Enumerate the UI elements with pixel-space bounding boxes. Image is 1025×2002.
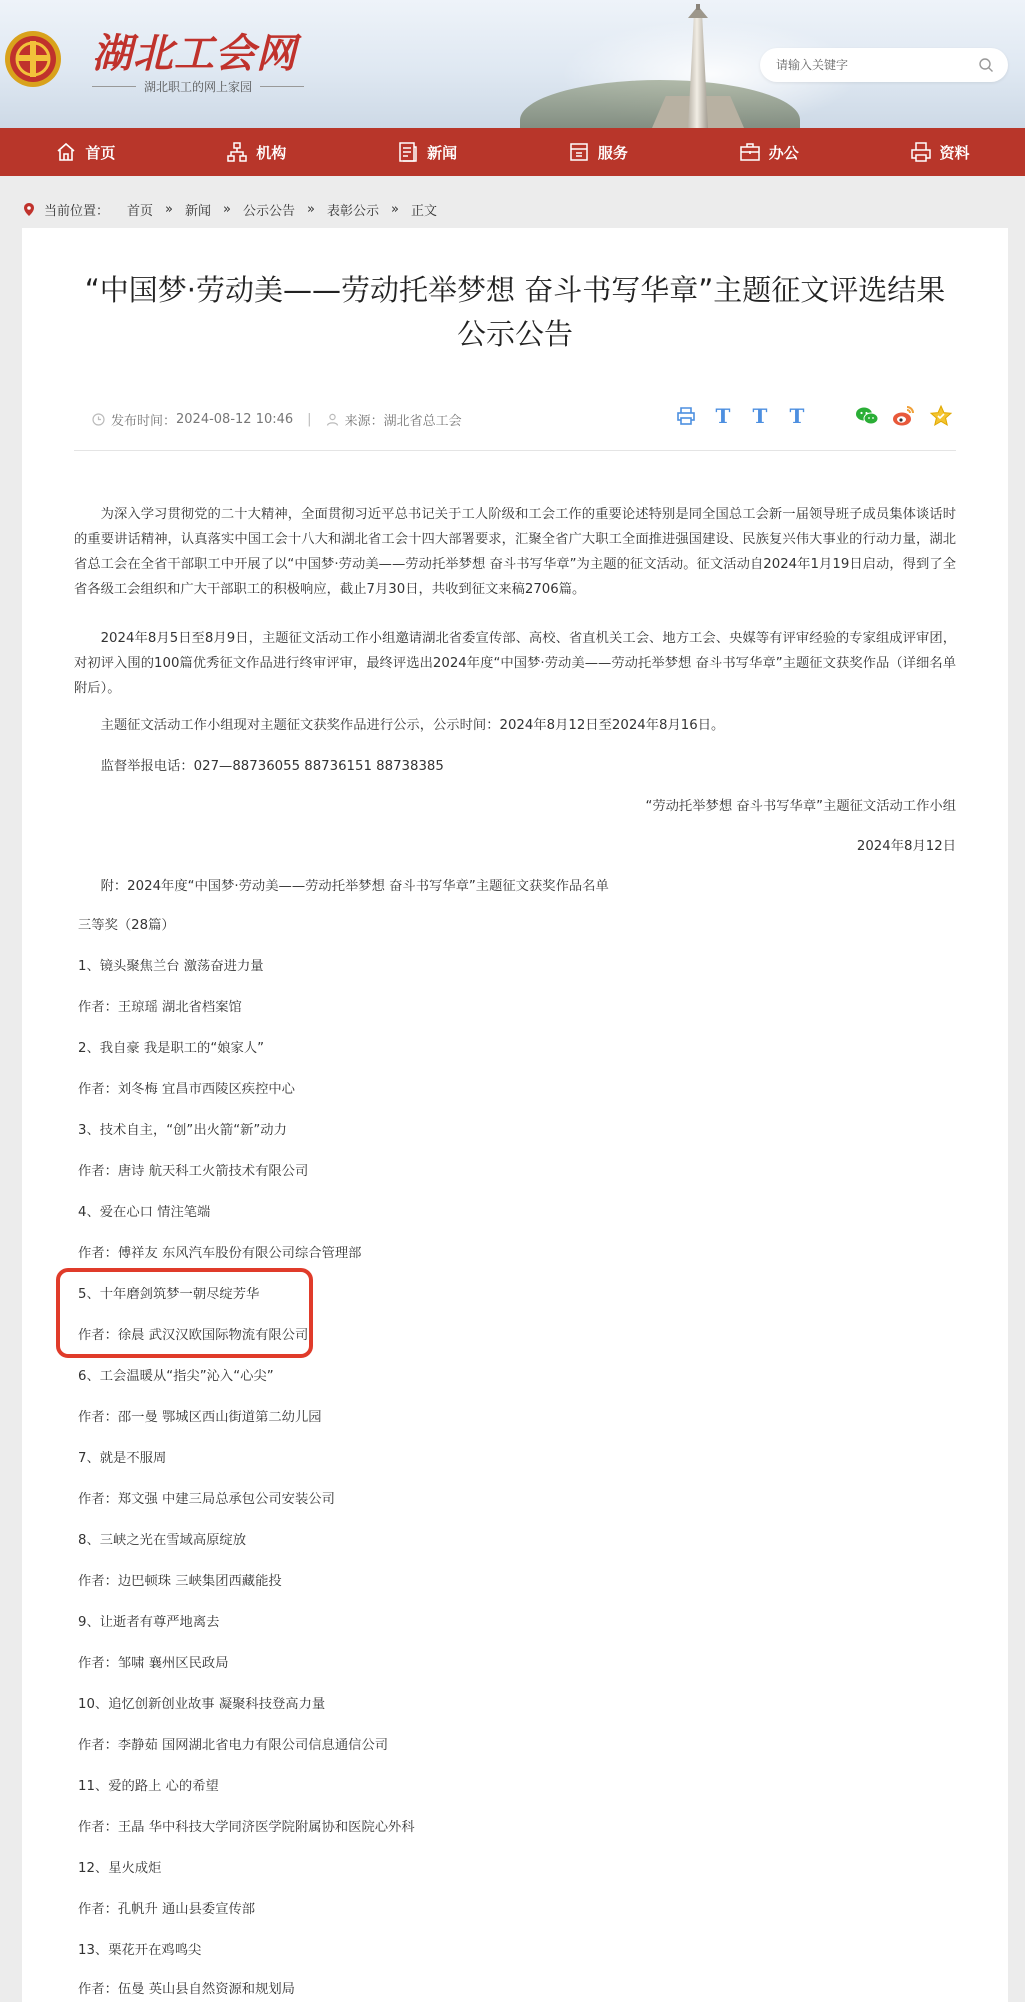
entry-title: 8、三峡之光在雪域高原绽放	[78, 1533, 247, 1548]
wechat-share-button[interactable]	[855, 404, 879, 428]
share-toolbar	[674, 404, 953, 428]
nav-item-label: 首页	[85, 143, 116, 162]
favorite-button[interactable]	[929, 404, 953, 428]
award-level-title: 三等奖（28篇）	[78, 918, 175, 933]
main-nav	[0, 128, 1025, 176]
font-size-medium-button[interactable]: T	[752, 404, 768, 428]
meta-separator: |	[307, 412, 312, 427]
article-title: “中国梦·劳动美——劳动托举梦想 奋斗书写华章”主题征文评选结果公示公告	[84, 273, 946, 351]
entry-title: 1、镜头聚焦兰台 激荡奋进力量	[78, 959, 264, 974]
entry-author: 作者：孔帆升 通山县委宣传部	[78, 1902, 256, 1917]
weibo-icon	[892, 404, 916, 428]
font-size-large-button[interactable]: T	[715, 404, 731, 428]
entry-author: 作者：刘冬梅 宜昌市西陵区疾控中心	[78, 1082, 295, 1097]
breadcrumb-home[interactable]: 首页	[127, 204, 154, 219]
site-logo-subtitle	[92, 78, 304, 95]
site-header	[0, 0, 1025, 128]
share-gap	[822, 404, 842, 428]
entry-author: 作者：王晶 华中科技大学同济医学院附属协和医院心外科	[78, 1820, 415, 1835]
highlight-annotation-box	[56, 1268, 313, 1358]
nav-item-office[interactable]	[683, 128, 854, 176]
search-input[interactable]	[776, 58, 978, 72]
print-icon	[676, 406, 696, 426]
search-icon[interactable]	[978, 57, 994, 73]
breadcrumb	[24, 200, 437, 219]
entry-author: 作者：王琼瑶 湖北省档案馆	[78, 1000, 242, 1015]
entry-author: 作者：边巴顿珠 三峡集团西藏能投	[78, 1574, 282, 1589]
entry-author: 作者：李静茹 国网湖北省电力有限公司信息通信公司	[78, 1738, 389, 1753]
breadcrumb-separator: »	[390, 202, 399, 217]
article-paragraph: 主题征文活动工作小组现对主题征文获奖作品进行公示，公示时间：2024年8月12日至2024年8月16日。	[100, 718, 725, 733]
breadcrumb-separator: »	[165, 202, 173, 217]
site-logo-subtitle-text: 湖北职工的网上家园	[144, 80, 253, 94]
supervision-phone: 监督举报电话：027—88736055 88736151 88738385	[100, 759, 444, 774]
breadcrumb-separator: »	[223, 202, 231, 217]
entry-title: 13、栗花开在鸡鸣尖	[78, 1943, 202, 1958]
entry-title-highlighted: 5、十年磨剑筑梦一朝尽绽芳华	[78, 1287, 260, 1302]
entry-title: 7、就是不服周	[78, 1451, 167, 1466]
nav-item-org[interactable]	[171, 128, 342, 176]
org-icon	[226, 141, 248, 163]
union-emblem-icon[interactable]	[4, 30, 62, 88]
nav-item-news[interactable]	[342, 128, 513, 176]
article-paragraph: 为深入学习贯彻党的二十大精神，全面贯彻习近平总书记关于工人阶级和工会工作的重要论述特别是同全国总工会新一届领导班子成员集体谈话时的重要讲话精神，认真落实中国工会十八大和湖北省工会十四大部署要求，汇聚全省广大职工全面推进强国建设、民族复兴伟大事业的行动力量，湖北省总工会在全省干部职工中开展了以“中国梦·劳动美——劳动托举梦想 奋斗书写华章”为主题的征文活动。征文活动自2024年1月19日启动，得到了全省各级工会组织和广大干部职工的积极响应，截止7月30日，共收到征文来稿2706篇。	[74, 507, 956, 597]
nav-item-service[interactable]	[512, 128, 683, 176]
printer-icon	[910, 141, 932, 163]
article-signature: “劳动托举梦想 奋斗书写华章”主题征文活动工作小组	[645, 799, 956, 814]
attachment-title: 附：2024年度“中国梦·劳动美——劳动托举梦想 奋斗书写华章”主题征文获奖作品名单	[100, 879, 609, 894]
breadcrumb-prefix: 当前位置：	[44, 204, 110, 219]
breadcrumb-separator: »	[307, 202, 315, 217]
star-icon	[929, 404, 953, 428]
entry-title: 9、让逝者有尊严地离去	[78, 1615, 220, 1630]
entry-title: 4、爱在心口 情注笔端	[78, 1205, 211, 1220]
nav-item-label: 办公	[768, 143, 799, 162]
entry-author-highlighted: 作者：徐晨 武汉汉欧国际物流有限公司	[78, 1328, 309, 1343]
entry-title: 2、我自豪 我是职工的“娘家人”	[78, 1041, 265, 1056]
source-label: 来源：	[344, 414, 384, 429]
article-paragraph: 2024年8月5日至8月9日，主题征文活动工作小组邀请湖北省委宣传部、高校、省直机关工会、地方工会、央媒等有评审经验的专家组成评审团，对初评入围的100篇优秀征文作品进行终审评审，最终评选出2024年度“中国梦·劳动美——劳动托举梦想 奋斗书写华章”主题征文获奖作品（详细名单附后）。	[74, 631, 956, 696]
service-icon	[568, 141, 590, 163]
clock-icon	[92, 413, 105, 426]
nav-item-resources[interactable]	[854, 128, 1025, 176]
breadcrumb-notices[interactable]: 公示公告	[242, 204, 295, 219]
print-button[interactable]	[674, 404, 698, 428]
nav-item-label: 服务	[597, 143, 628, 162]
entry-title: 12、星火成炬	[78, 1861, 162, 1876]
entry-title: 6、工会温暖从“指尖”沁入“心尖”	[78, 1369, 274, 1384]
entry-author: 作者：郑文强 中建三局总承包公司安装公司	[78, 1492, 335, 1507]
home-icon	[55, 141, 77, 163]
entry-author: 作者：傅祥友 东风汽车股份有限公司综合管理部	[78, 1246, 362, 1261]
weibo-share-button[interactable]	[892, 404, 916, 428]
publish-time-label: 发布时间：	[111, 414, 177, 429]
article-date: 2024年8月12日	[856, 839, 956, 854]
article-meta	[92, 410, 462, 429]
publish-time: 2024-08-12 10:46	[176, 412, 294, 427]
font-size-small-button[interactable]: T	[789, 404, 805, 428]
search-box	[760, 48, 1008, 82]
nav-item-home[interactable]	[0, 128, 171, 176]
entry-title: 11、爱的路上 心的希望	[78, 1779, 219, 1794]
entry-author: 作者：伍曼 英山县自然资源和规划局	[78, 1982, 295, 1997]
entry-author: 作者：邹啸 襄州区民政局	[78, 1656, 229, 1671]
user-icon	[326, 413, 339, 426]
meta-divider	[74, 450, 956, 451]
nav-item-label: 机构	[256, 143, 287, 162]
entry-author: 作者：邵一曼 鄂城区西山街道第二幼儿园	[78, 1410, 322, 1425]
breadcrumb-news[interactable]: 新闻	[185, 204, 212, 219]
site-logo-title[interactable]: 湖北工会网	[92, 30, 297, 77]
nav-item-label: 资料	[939, 143, 970, 162]
entry-author: 作者：唐诗 航天科工火箭技术有限公司	[78, 1164, 309, 1179]
entry-title: 3、技术自主，“创”出火箭“新”动力	[78, 1123, 287, 1138]
wechat-icon	[855, 404, 879, 428]
entry-title: 10、追忆创新创业故事 凝聚科技登高力量	[78, 1697, 326, 1712]
monument-top-sculpture	[684, 4, 712, 20]
news-icon	[397, 141, 419, 163]
source-name: 湖北省总工会	[383, 414, 462, 429]
briefcase-icon	[739, 141, 761, 163]
breadcrumb-current: 正文	[410, 204, 437, 219]
breadcrumb-commendations[interactable]: 表彰公示	[326, 204, 379, 219]
location-pin-icon	[24, 203, 34, 216]
nav-item-label: 新闻	[427, 143, 458, 162]
